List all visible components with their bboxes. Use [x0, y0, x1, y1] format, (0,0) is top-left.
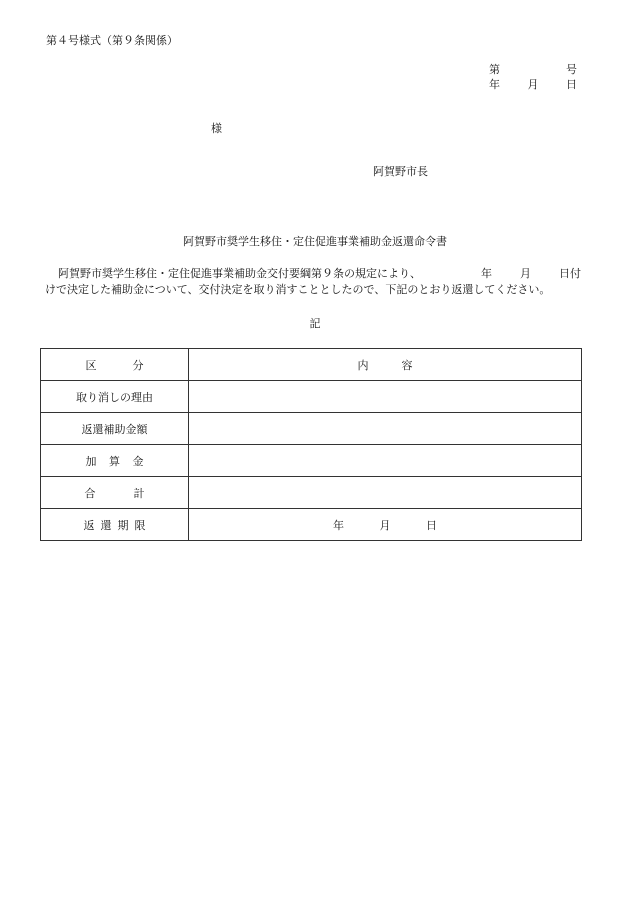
label-char: 加 [85, 454, 97, 468]
doc-date-month: 月 [527, 78, 539, 91]
document-number [489, 64, 577, 75]
header-kubun-char: 区 [85, 358, 97, 372]
deadline-day: 日 [426, 518, 437, 532]
row-label-additional-charge [41, 445, 189, 477]
doc-number-go: 号 [566, 63, 577, 76]
details-table [40, 348, 582, 541]
document-title: 阿賀野市奨学生移住・定住促進事業補助金返還命令書 [183, 235, 447, 248]
label-char: 限 [134, 518, 146, 532]
header-kubun [41, 349, 189, 381]
body-date-month: 月 [520, 267, 531, 280]
row-value-refund-amount[interactable] [189, 413, 582, 445]
row-label-refund-amount: 返還補助金額 [41, 413, 189, 445]
header-kubun-char: 分 [132, 358, 144, 372]
label-char: 金 [132, 454, 144, 468]
label-char: 返 [83, 518, 95, 532]
body-date-day: 日付 [559, 267, 581, 280]
deadline-month: 月 [379, 518, 391, 532]
row-value-total[interactable] [189, 477, 582, 509]
header-naiyo [189, 349, 582, 381]
table-header-row [41, 349, 582, 381]
table-row [41, 445, 582, 477]
body-line-2: けで決定した補助金について、交付決定を取り消すこととしたので、下記のとおり返還してください。 [45, 283, 551, 296]
form-number-label: 第４号様式（第９条関係） [46, 34, 178, 47]
addressee-suffix: 様 [211, 122, 222, 135]
ki-heading: 記 [309, 317, 321, 330]
row-label-total [41, 477, 189, 509]
label-char: 期 [117, 518, 129, 532]
table-row [41, 381, 582, 413]
body-line-1-text: 阿賀野市奨学生移住・定住促進事業補助金交付要綱第９条の規定により、 [58, 267, 421, 280]
body-paragraph [46, 266, 581, 298]
row-label-deadline [41, 509, 189, 541]
label-char: 還 [100, 518, 112, 532]
issuer-name: 阿賀野市長 [373, 165, 428, 178]
row-label-reason: 取り消しの理由 [41, 381, 189, 413]
table-row [41, 509, 582, 541]
table-row [41, 413, 582, 445]
row-value-reason[interactable] [189, 381, 582, 413]
row-value-additional-charge[interactable] [189, 445, 582, 477]
doc-date-year: 年 [489, 78, 500, 91]
header-naiyo-char: 容 [401, 358, 413, 372]
table-row [41, 477, 582, 509]
label-char: 計 [133, 486, 145, 500]
body-date-year: 年 [481, 267, 492, 280]
document-date [489, 79, 577, 90]
doc-date-day: 日 [566, 78, 577, 91]
body-line-1 [46, 266, 581, 282]
deadline-year: 年 [333, 518, 344, 532]
label-char: 合 [84, 486, 96, 500]
body-line-1-date [481, 266, 581, 282]
label-char: 算 [109, 454, 120, 468]
row-value-deadline[interactable] [189, 509, 582, 541]
doc-number-dai: 第 [489, 63, 500, 76]
header-naiyo-char: 内 [357, 358, 369, 372]
